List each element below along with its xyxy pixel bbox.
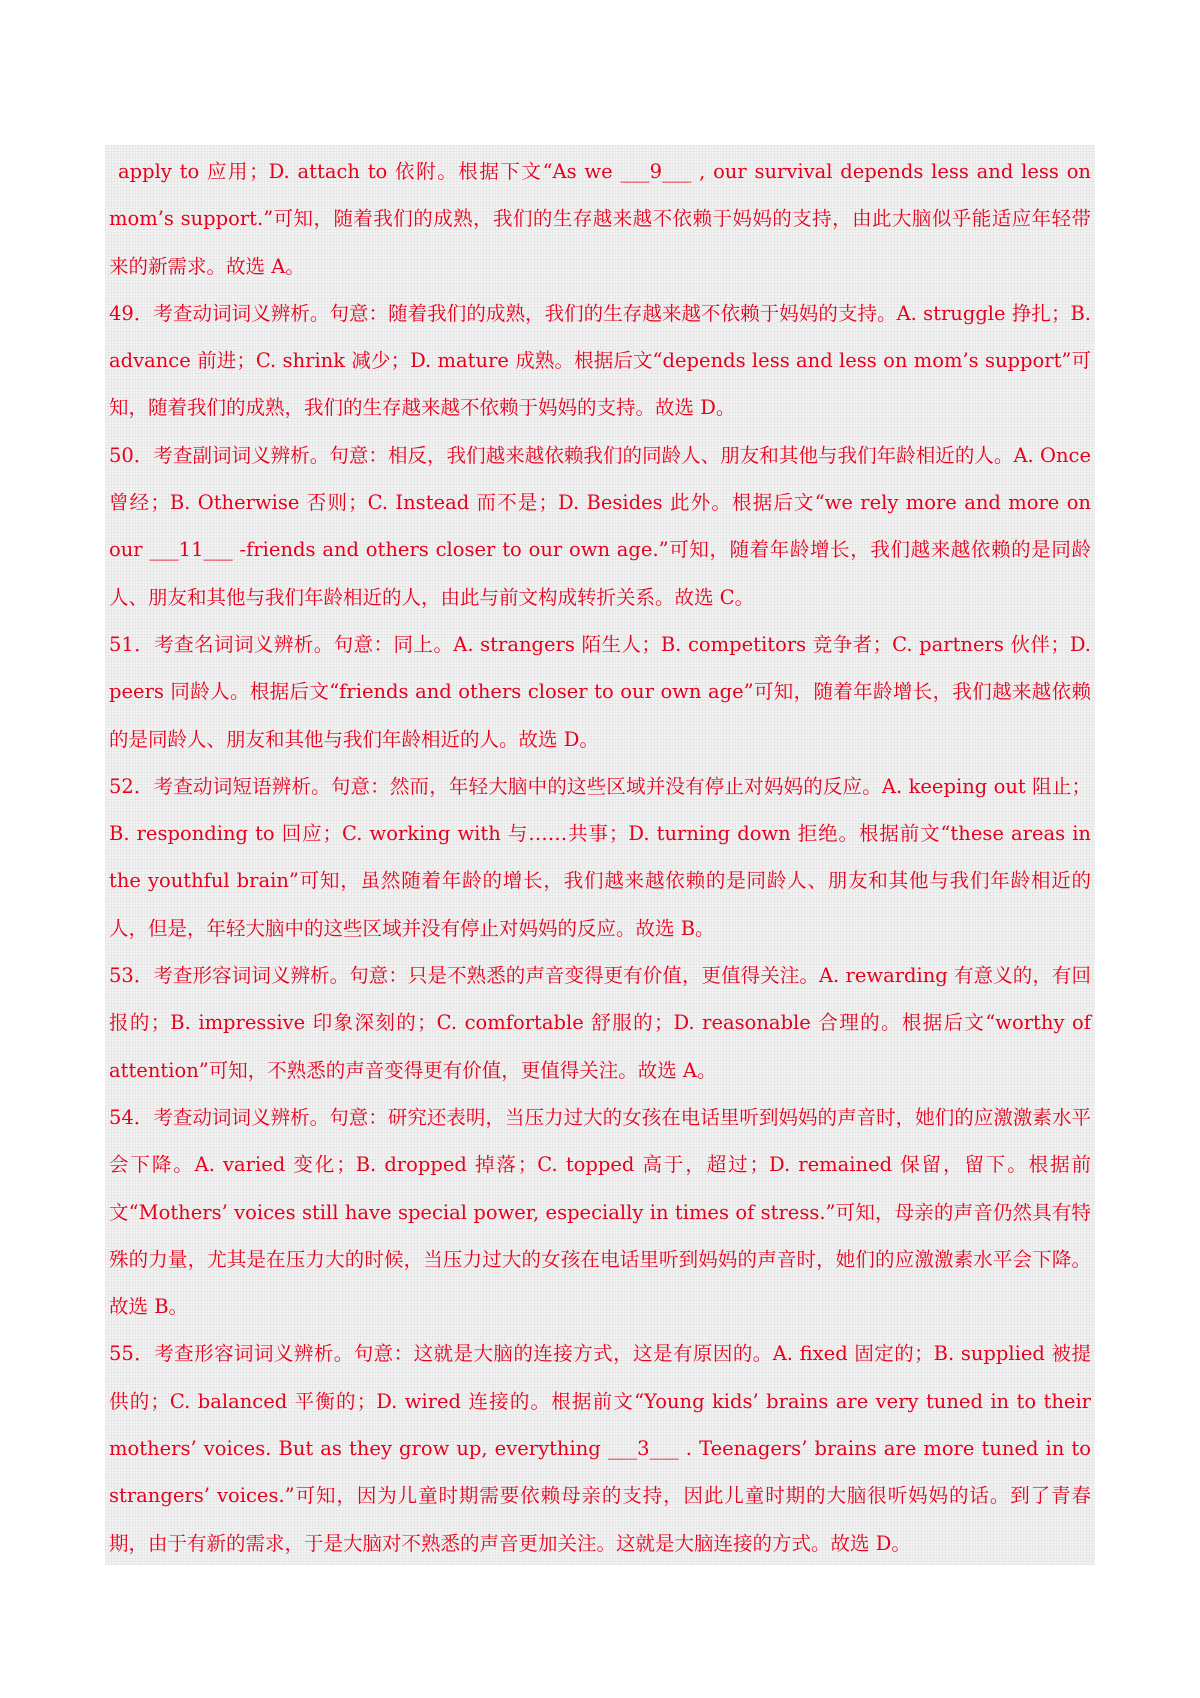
explanation-54: 54．考查动词词义辨析。句意：研究还表明，当压力过大的女孩在电话里听到妈妈的声音时，她们的应激激素水平会下降。A. varied 变化；B. dropped 掉落；C. topped 高于，超过；D. remained 保留，留下。根据前文“Mothers’ voices still have special power, especially in times of stress.”可知，母亲的声音仍然具有特殊的力量，尤其是在压力大的时候，当压力过大的女孩在电话里听到妈妈的声音时，她们的应激激素水平会下降。故选 B。 [109,1105,1091,1319]
explanation-50: 50．考查副词词义辨析。句意：相反，我们越来越依赖我们的同龄人、朋友和其他与我们年龄相近的人。A. Once 曾经；B. Otherwise 否则；C. Instead 而不是；D. Besides 此外。根据后文“we rely more and more on our ___11___ -friends and others closer to our own age.”可知，随着年龄增长，我们越来越依赖的是同龄人、朋友和其他与我们年龄相近的人，由此与前文构成转折关系。故选 C。 [109,443,1091,609]
explanation-49: 49．考查动词词义辨析。句意：随着我们的成熟，我们的生存越来越不依赖于妈妈的支持。A. struggle 挣扎；B. advance 前进；C. shrink 减少；D. mature 成熟。根据后文“depends less and less on mom’s support”可知，随着我们的成熟，我们的生存越来越不依赖于妈妈的支持。故选 D。 [109,301,1091,420]
explanation-48-continued: apply to 应用；D. attach to 依附。根据下文“As we ___9___ , our survival depends less and less on mom’s support.”可知，随着我们的成熟，我们的生存越来越不依赖于妈妈的支持，由此大脑似乎能适应年轻带来的新需求。故选 A。 [109,160,1091,278]
answer-explanations [105,145,1095,1565]
explanation-55: 55．考查形容词词义辨析。句意：这就是大脑的连接方式，这是有原因的。A. fixed 固定的；B. supplied 被提供的；C. balanced 平衡的；D. wired 连接的。根据前文“Young kids’ brains are very tuned in to their mothers’ voices. But as they grow up, everything ___3___ . Teenagers’ brains are more tuned in to strangers’ voices.”可知，因为儿童时期需要依赖母亲的支持，因此儿童时期的大脑很听妈妈的话。到了青春期，由于有新的需求，于是大脑对不熟悉的声音更加关注。这就是大脑连接的方式。故选 D。 [109,1342,1091,1555]
explanation-51: 51．考查名词词义辨析。句意：同上。A. strangers 陌生人；B. competitors 竞争者；C. partners 伙伴；D. peers 同龄人。根据后文“friends and others closer to our own age”可知，随着年龄增长，我们越来越依赖的是同龄人、朋友和其他与我们年龄相近的人。故选 D。 [109,632,1091,751]
explanation-53: 53．考查形容词词义辨析。句意：只是不熟悉的声音变得更有价值，更值得关注。A. rewarding 有意义的，有回报的；B. impressive 印象深刻的；C. comfortable 舒服的；D. reasonable 合理的。根据后文“worthy of attention”可知，不熟悉的声音变得更有价值，更值得关注。故选 A。 [109,964,1091,1082]
explanation-52: 52．考查动词短语辨析。句意：然而，年轻大脑中的这些区域并没有停止对妈妈的反应。A. keeping out 阻止；B. responding to 回应；C. working with 与……共事；D. turning down 拒绝。根据前文“these areas in the youthful brain”可知，虽然随着年龄的增长，我们越来越依赖的是同龄人、朋友和其他与我们年龄相近的人，但是，年轻大脑中的这些区域并没有停止对妈妈的反应。故选 B。 [109,774,1091,940]
